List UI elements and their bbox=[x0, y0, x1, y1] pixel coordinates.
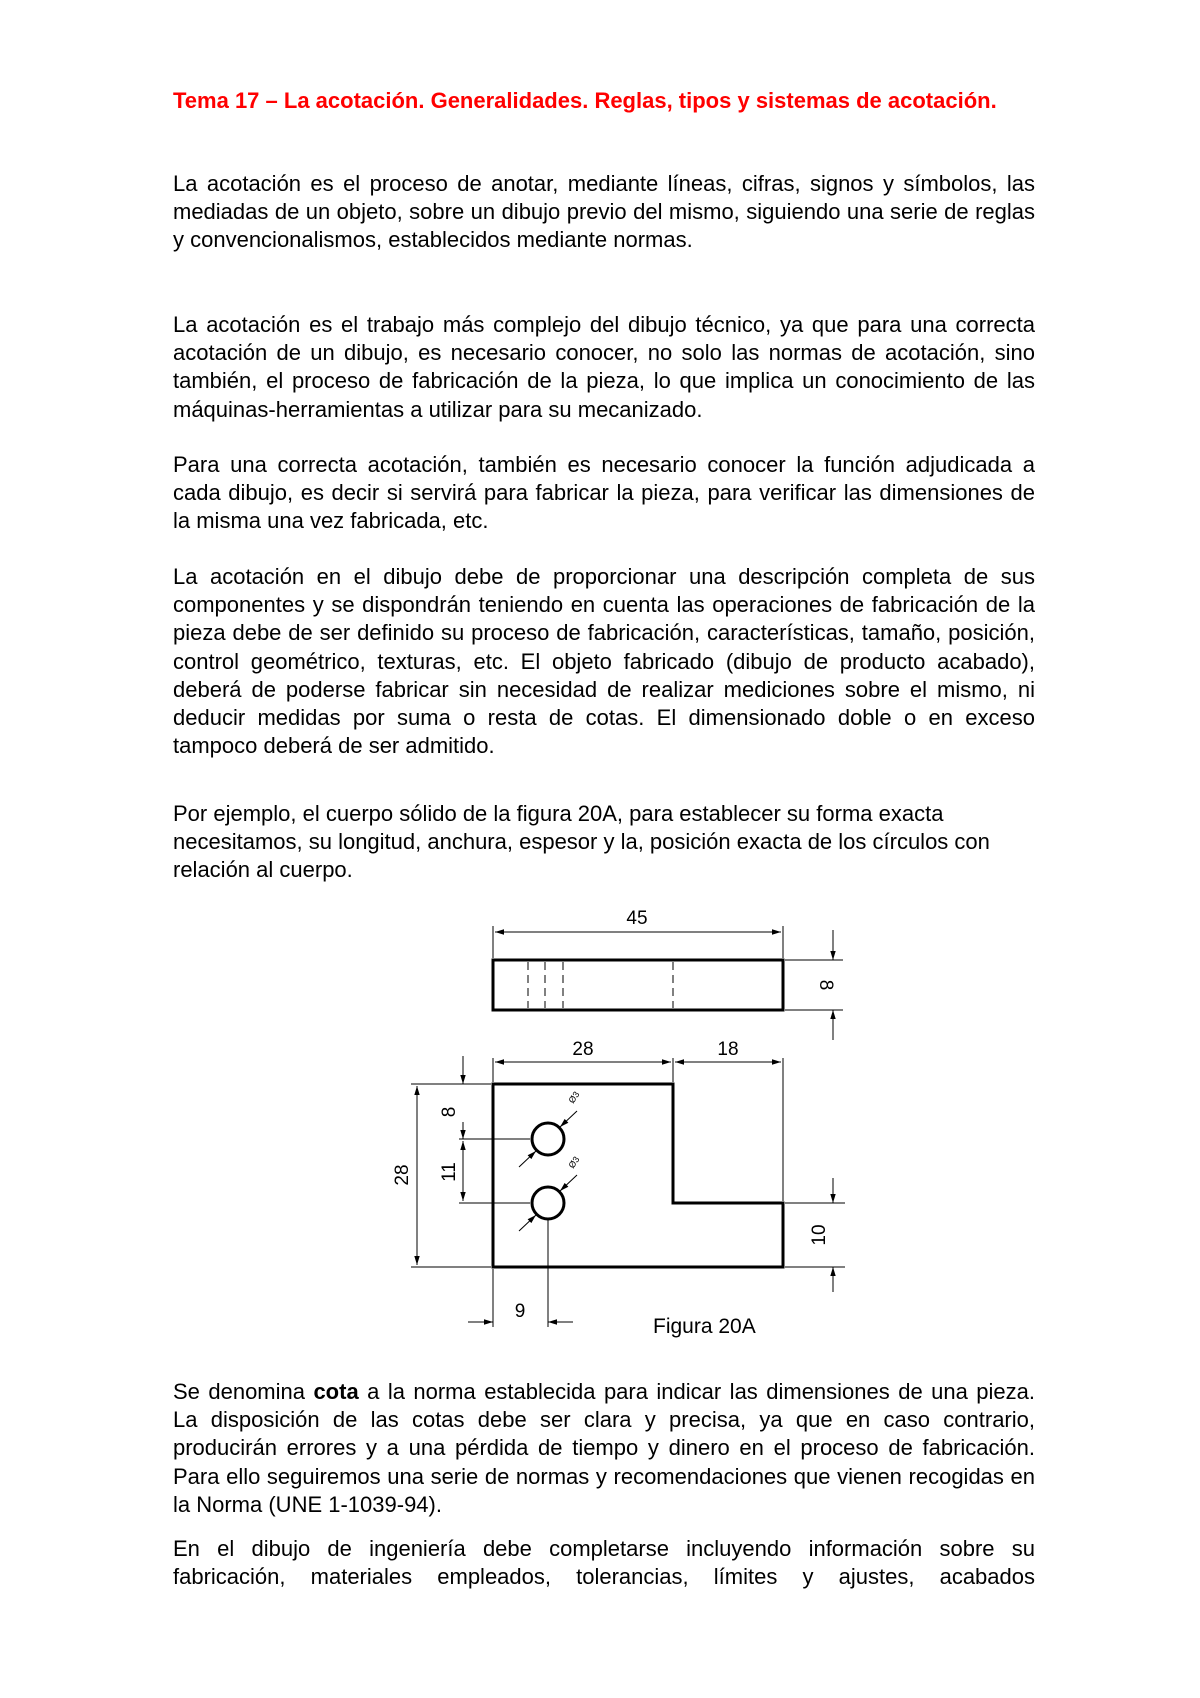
cota-text-before: Se denomina bbox=[173, 1379, 314, 1404]
dim-total-height: 28 bbox=[392, 1164, 413, 1186]
dim-hole-top-offset: 8 bbox=[439, 1106, 460, 1118]
paragraph-last: En el dibujo de ingeniería debe completarse incluyendo información sobre su fabricación, materiales empleados, tolerancias, límites y ajustes, acabados bbox=[173, 1536, 1035, 1590]
top-view bbox=[493, 908, 843, 1040]
dim-hole-spacing: 11 bbox=[439, 1162, 460, 1182]
technical-drawing bbox=[355, 890, 850, 1360]
paragraph-2: La acotación es el trabajo más complejo del dibujo técnico, ya que para una correcta acotación de un dibujo, es necesario conocer, no solo las normas de acotación, sino también, el proceso de fabricación de la pieza, lo que implica un conocimiento de las máquinas-herramientas a utilizar para su mecanizado. bbox=[173, 312, 1035, 422]
paragraph-3: Para una correcta acotación, también es necesario conocer la función adjudicada a cada dibujo, es decir si servirá para fabricar la pieza, para verificar las dimensiones de la misma una vez fabricada, etc. bbox=[173, 452, 1035, 534]
front-view bbox=[392, 1039, 845, 1327]
cota-term: cota bbox=[313, 1379, 359, 1404]
figure-20a bbox=[355, 890, 850, 1360]
page-title: Tema 17 – La acotación. Generalidades. Reglas, tipos y sistemas de acotación. bbox=[173, 88, 997, 113]
dim-hole-x-offset: 9 bbox=[514, 1301, 526, 1322]
dim-right-part-width: 18 bbox=[717, 1039, 739, 1060]
dim-top-thickness: 8 bbox=[815, 979, 836, 991]
dim-left-part-width: 28 bbox=[572, 1039, 594, 1060]
cota-text-after: a la norma establecida para indicar las dimensiones de una pieza. La disposición de las cotas debe ser clara y precisa, ya que en caso contrario, producirán errores y a una pérdida de tiempo y dinero en el proceso de fabricación. Para ello seguiremos una serie de normas y recomendaciones que vienen recogidas en la Norma (UNE 1-1039-94). bbox=[173, 1379, 1035, 1517]
paragraph-5: Por ejemplo, el cuerpo sólido de la figura 20A, para establecer su forma exacta necesitamos, su longitud, anchura, espesor y la, posición exacta de los círculos con relación al cuerpo. bbox=[173, 801, 990, 883]
dim-hole-diameter-2: Ø3 bbox=[566, 1154, 582, 1171]
dim-top-width: 45 bbox=[626, 908, 648, 929]
dim-hole-diameter-1: Ø3 bbox=[566, 1089, 582, 1106]
figure-caption: Figura 20A bbox=[653, 1315, 756, 1338]
paragraph-4: La acotación en el dibujo debe de proporcionar una descripción completa de sus componentes y se dispondrán teniendo en cuenta las operaciones de fabricación de la pieza debe de ser definido su proceso de fabricación, características, tamaño, posición, control geométrico, texturas, etc. El objeto fabricado (dibujo de producto acabado), deberá de poderse fabricar sin necesidad de realizar mediciones sobre el mismo, ni deducir medidas por suma o resta de cotas. El dimensionado doble o en exceso tampoco deberá de ser admitido. bbox=[173, 564, 1035, 759]
paragraph-cota bbox=[173, 1378, 1035, 1519]
dim-right-step-height: 10 bbox=[809, 1224, 830, 1246]
paragraph-1: La acotación es el proceso de anotar, mediante líneas, cifras, signos y símbolos, las mediadas de un objeto, sobre un dibujo previo del mismo, siguiendo una serie de reglas y convencionalismos, establecidos mediante normas. bbox=[173, 171, 1035, 253]
